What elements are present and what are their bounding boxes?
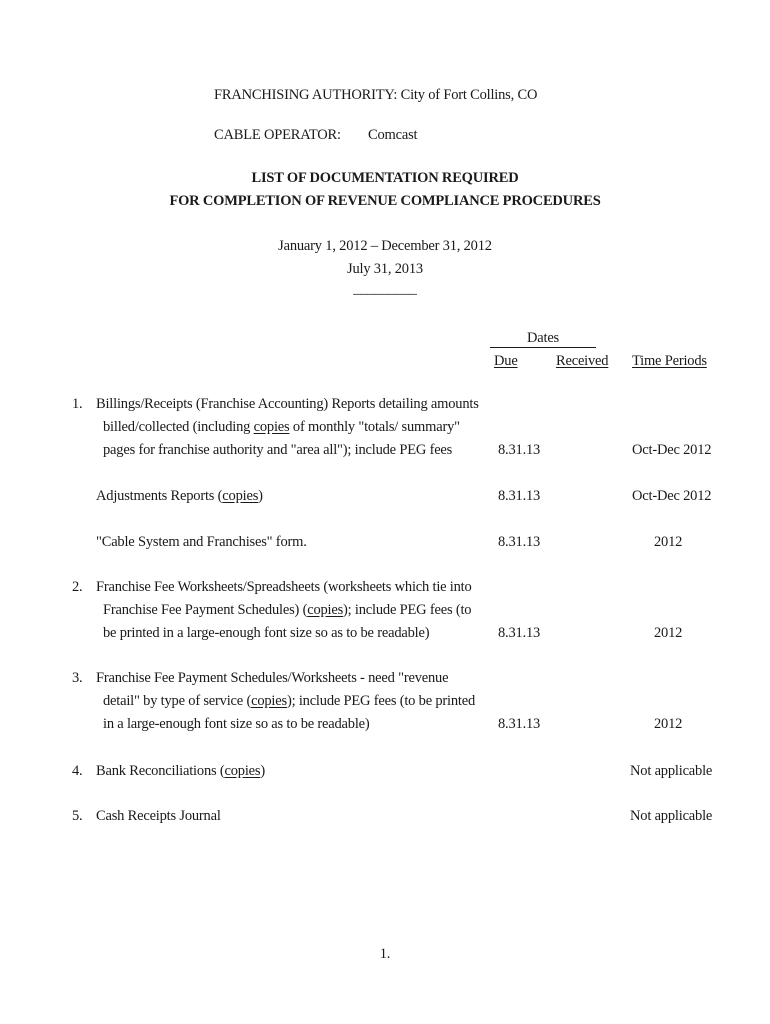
- item-4-post: ): [260, 763, 265, 779]
- franchising-authority-value: City of Fort Collins, CO: [400, 87, 538, 103]
- item-1-line2-pre: billed/collected (including: [103, 419, 254, 435]
- adjustments-reports-copies: copies: [222, 488, 259, 504]
- item-3-line2-post: ); include PEG fees (to be printed: [286, 693, 476, 709]
- cable-system-form-time-period: 2012: [654, 534, 683, 550]
- item-1-due-date: 8.31.13: [498, 442, 541, 458]
- franchising-authority-line: [214, 88, 537, 103]
- item-2-line2: [103, 603, 471, 618]
- cable-system-form-item: "Cable System and Franchises" form.: [96, 534, 307, 550]
- period-date: July 31, 2013: [347, 261, 423, 277]
- adjustments-reports-post: ): [258, 488, 263, 504]
- item-1-line1: Billings/Receipts (Franchise Accounting) Reports detailing amounts: [96, 396, 479, 412]
- adjustments-reports-time-period: Oct-Dec 2012: [632, 488, 712, 504]
- item-4-pre: Bank Reconciliations (: [96, 763, 225, 779]
- dates-column-group-heading: [490, 331, 596, 348]
- item-1-copies: copies: [253, 419, 290, 435]
- cable-system-form-due-date: 8.31.13: [498, 534, 541, 550]
- item-1-number: 1.: [72, 396, 83, 412]
- period-range: January 1, 2012 – December 31, 2012: [278, 238, 492, 254]
- item-2-line2-pre: Franchise Fee Payment Schedules) (: [103, 602, 308, 618]
- item-2-number: 2.: [72, 579, 83, 595]
- document-title-line1: LIST OF DOCUMENTATION REQUIRED: [251, 170, 519, 186]
- adjustments-reports-item: [96, 489, 263, 504]
- item-2-due-date: 8.31.13: [498, 625, 541, 641]
- item-3-line1: Franchise Fee Payment Schedules/Worksheets - need "revenue: [96, 670, 449, 686]
- item-4-copies: copies: [224, 763, 261, 779]
- item-3-line3: in a large-enough font size so as to be readable): [103, 716, 370, 732]
- item-4-text: [96, 764, 265, 779]
- received-column-heading: Received: [556, 353, 609, 369]
- item-2-line3: be printed in a large-enough font size so as to be readable): [103, 625, 430, 641]
- time-periods-column-heading: Time Periods: [632, 353, 707, 369]
- adjustments-reports-due-date: 8.31.13: [498, 488, 541, 504]
- cable-operator-label: CABLE OPERATOR:: [214, 127, 341, 143]
- due-column-heading: Due: [494, 353, 518, 369]
- period-separator: _________: [353, 281, 417, 297]
- page-number: 1.: [379, 946, 391, 962]
- item-3-line2-pre: detail" by type of service (: [103, 693, 252, 709]
- item-3-time-period: 2012: [654, 716, 683, 732]
- adjustments-reports-pre: Adjustments Reports (: [96, 488, 223, 504]
- item-2-line1: Franchise Fee Worksheets/Spreadsheets (worksheets which tie into: [96, 579, 472, 595]
- cable-operator-value: Comcast: [368, 127, 418, 143]
- item-5-time-period: Not applicable: [630, 808, 713, 824]
- item-2-copies: copies: [307, 602, 344, 618]
- item-3-line2: [103, 694, 475, 709]
- dates-heading-label: Dates: [526, 330, 559, 346]
- item-1-line2: [103, 420, 460, 435]
- item-1-line3: pages for franchise authority and "area all"); include PEG fees: [103, 442, 453, 458]
- item-2-line2-post: ); include PEG fees (to: [343, 602, 472, 618]
- document-title-line2: FOR COMPLETION OF REVENUE COMPLIANCE PROCEDURES: [169, 193, 601, 209]
- item-4-time-period: Not applicable: [630, 763, 713, 779]
- item-1-time-period: Oct-Dec 2012: [632, 442, 712, 458]
- item-5-text: Cash Receipts Journal: [96, 808, 221, 824]
- item-4-number: 4.: [72, 763, 83, 779]
- franchising-authority-label: FRANCHISING AUTHORITY:: [214, 87, 398, 103]
- item-2-time-period: 2012: [654, 625, 683, 641]
- item-3-due-date: 8.31.13: [498, 716, 541, 732]
- item-1-line2-post: of monthly "totals/ summary": [289, 419, 460, 435]
- item-3-number: 3.: [72, 670, 83, 686]
- item-3-copies: copies: [251, 693, 287, 709]
- item-5-number: 5.: [72, 808, 83, 824]
